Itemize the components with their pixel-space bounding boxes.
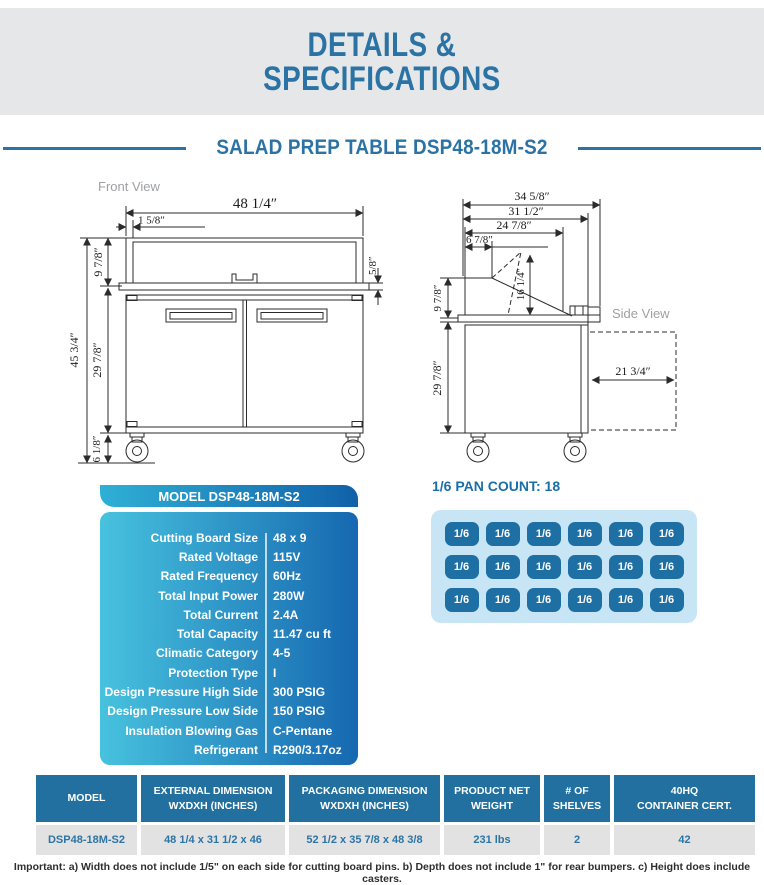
table-cell-model: DSP48-18M-S2	[36, 825, 137, 855]
header-line: EXTERNAL DIMENSION	[153, 785, 273, 798]
door-open-envelope	[590, 332, 676, 430]
side-view-drawing	[420, 178, 764, 480]
header-line: PRODUCT NET	[454, 785, 530, 798]
spec-value: 2.4A	[273, 607, 299, 622]
header-line: MODEL	[67, 792, 106, 805]
door-divider	[243, 300, 247, 427]
spec-divider	[265, 533, 267, 753]
front-dim-top-thickness: 5/8″	[367, 256, 379, 275]
spec-value: I	[273, 665, 277, 680]
table-cell-external-dimension: 48 1/4 x 31 1/2 x 46	[141, 825, 285, 855]
spec-row	[100, 721, 358, 740]
spec-panel	[100, 512, 358, 765]
front-unit-outline	[119, 238, 369, 462]
header-line: WXDXH (INCHES)	[320, 799, 409, 812]
tabletop	[119, 283, 369, 290]
side-unit-outline	[458, 252, 676, 462]
pan-badge: 1/6	[650, 522, 684, 546]
side-dim-lid-open: 16 1/4″	[515, 267, 527, 301]
table-header-net-weight	[444, 775, 540, 822]
table-header-external-dimension	[141, 775, 285, 822]
table-header-model	[36, 775, 137, 822]
front-dimensions	[67, 196, 383, 463]
spec-label: Protection Type	[168, 665, 258, 680]
pan-badge: 1/6	[445, 522, 479, 546]
page-title-line2: SPECIFICATIONS	[263, 59, 501, 98]
spec-label: Cutting Board Size	[150, 530, 258, 545]
spec-label: Rated Voltage	[178, 549, 258, 564]
side-dim-hood-height: 9 7/8″	[432, 284, 444, 312]
dimensions-table	[36, 775, 755, 855]
title-rule-left	[3, 147, 186, 150]
board-edge	[588, 307, 600, 315]
table-header-shelves	[544, 775, 610, 822]
front-dim-caster-height: 6 1/8″	[91, 435, 103, 463]
spec-label: Design Pressure High Side	[104, 685, 258, 700]
page-title-line1: DETAILS &	[307, 25, 457, 64]
pan-badge: 1/6	[568, 555, 602, 579]
table-header-container-cert	[614, 775, 755, 822]
front-view-label: Front View	[98, 179, 160, 194]
spec-value: 48 x 9	[273, 530, 307, 545]
table-cell-net-weight: 231 lbs	[444, 825, 540, 855]
front-dim-width: 48 1/4″	[232, 196, 278, 212]
side-dim-lid-depth: 24 7/8″	[496, 218, 532, 232]
side-dim-cabinet-height: 29 7/8″	[430, 360, 444, 396]
caster-side-left	[467, 433, 489, 462]
door-side	[581, 325, 588, 433]
spec-value: 4-5	[273, 646, 291, 661]
spec-value: C-Pentane	[273, 723, 333, 738]
spec-panel-header: MODEL DSP48-18M-S2	[100, 485, 358, 507]
spec-row	[100, 605, 358, 624]
spec-value: 115V	[273, 549, 301, 564]
spec-label: Total Capacity	[176, 627, 258, 642]
important-note: Important: a) Width does not include 1/5" on each side for cutting board pins. b) Depth does not include 1" for rear bumpers. c) Height does include casters.	[13, 861, 751, 885]
spec-label: Rated Frequency	[160, 569, 258, 584]
front-dim-board-offset: 1 5/8″	[138, 214, 165, 227]
header-line: WXDXH (INCHES)	[168, 799, 258, 812]
header-line: 40HQ	[670, 785, 699, 798]
header-line: WEIGHT	[471, 799, 513, 812]
pan-badge: 1/6	[486, 555, 520, 579]
pan-badge: 1/6	[650, 555, 684, 579]
pan-badge: 1/6	[445, 588, 479, 612]
pan-badge: 1/6	[486, 522, 520, 546]
spec-row	[100, 547, 358, 566]
header-line: SHELVES	[552, 799, 602, 812]
product-title-row	[0, 134, 764, 162]
spec-value: 280W	[273, 588, 305, 603]
pan-badge: 1/6	[609, 555, 643, 579]
spec-value: R290/3.17oz	[273, 742, 342, 757]
pan-badge: 1/6	[650, 588, 684, 612]
side-view-label: Side View	[612, 306, 670, 321]
pan-badge: 1/6	[486, 588, 520, 612]
table-cell-container-cert: 42	[614, 825, 755, 855]
spec-value: 11.47 cu ft	[273, 627, 332, 642]
pan-badge: 1/6	[527, 555, 561, 579]
spec-value: 300 PSIG	[273, 685, 326, 700]
title-rule-right	[578, 147, 761, 150]
header-band	[0, 8, 764, 115]
tabletop-side	[458, 315, 600, 322]
side-dim-door-clearance: 21 3/4″	[615, 364, 651, 378]
table-header-packaging-dimension	[289, 775, 440, 822]
spec-row	[100, 528, 358, 547]
pan-badge: 1/6	[568, 588, 602, 612]
spec-label: Total Input Power	[158, 588, 258, 603]
spec-label: Climatic Category	[155, 646, 258, 661]
pan-badge: 1/6	[568, 522, 602, 546]
spec-row	[100, 702, 358, 721]
front-view-drawing	[60, 178, 420, 480]
side-dim-board-depth: 6 7/8″	[466, 234, 493, 246]
header-line: # OF	[565, 785, 589, 798]
pan-count-heading: 1/6 PAN COUNT: 18	[432, 478, 561, 494]
pan-badge: 1/6	[609, 588, 643, 612]
spec-row	[100, 624, 358, 643]
pan-badge: 1/6	[527, 522, 561, 546]
table-cell-shelves: 2	[544, 825, 610, 855]
caster-right	[342, 433, 364, 462]
spec-row	[100, 682, 358, 701]
pan-badge: 1/6	[609, 522, 643, 546]
caster-left	[126, 433, 148, 462]
front-dim-overall-height: 45 3/4″	[67, 332, 81, 368]
spec-label: Design Pressure Low Side	[107, 704, 258, 719]
spec-row	[100, 663, 358, 682]
spec-label: Total Current	[183, 607, 258, 622]
product-title: SALAD PREP TABLE DSP48-18M-S2	[216, 136, 548, 159]
cabinet-side	[465, 325, 588, 433]
spec-row	[100, 586, 358, 605]
caster-side-right	[564, 433, 586, 462]
header-line: PACKAGING DIMENSION	[301, 785, 428, 798]
pan-badge: 1/6	[445, 555, 479, 579]
table-cell-packaging-dimension: 52 1/2 x 35 7/8 x 48 3/8	[289, 825, 440, 855]
spec-label: Insulation Blowing Gas	[125, 723, 258, 738]
front-dim-hood-height: 9 7/8″	[91, 247, 105, 277]
page-title	[263, 25, 501, 98]
side-dim-overall-depth: 34 5/8″	[514, 189, 550, 203]
pan-badge: 1/6	[527, 588, 561, 612]
spec-row	[100, 740, 358, 759]
front-dim-cabinet-height: 29 7/8″	[90, 342, 104, 378]
pan-rail	[570, 306, 588, 315]
spec-value: 150 PSIG	[273, 704, 326, 719]
spec-value: 60Hz	[273, 569, 302, 584]
spec-label: Refrigerant	[193, 742, 258, 757]
side-dim-body-depth: 31 1/2″	[508, 204, 544, 218]
pan-grid	[431, 510, 697, 623]
spec-row	[100, 644, 358, 663]
hood-handle	[232, 274, 257, 283]
spec-row	[100, 567, 358, 586]
header-line: CONTAINER CERT.	[637, 799, 732, 812]
